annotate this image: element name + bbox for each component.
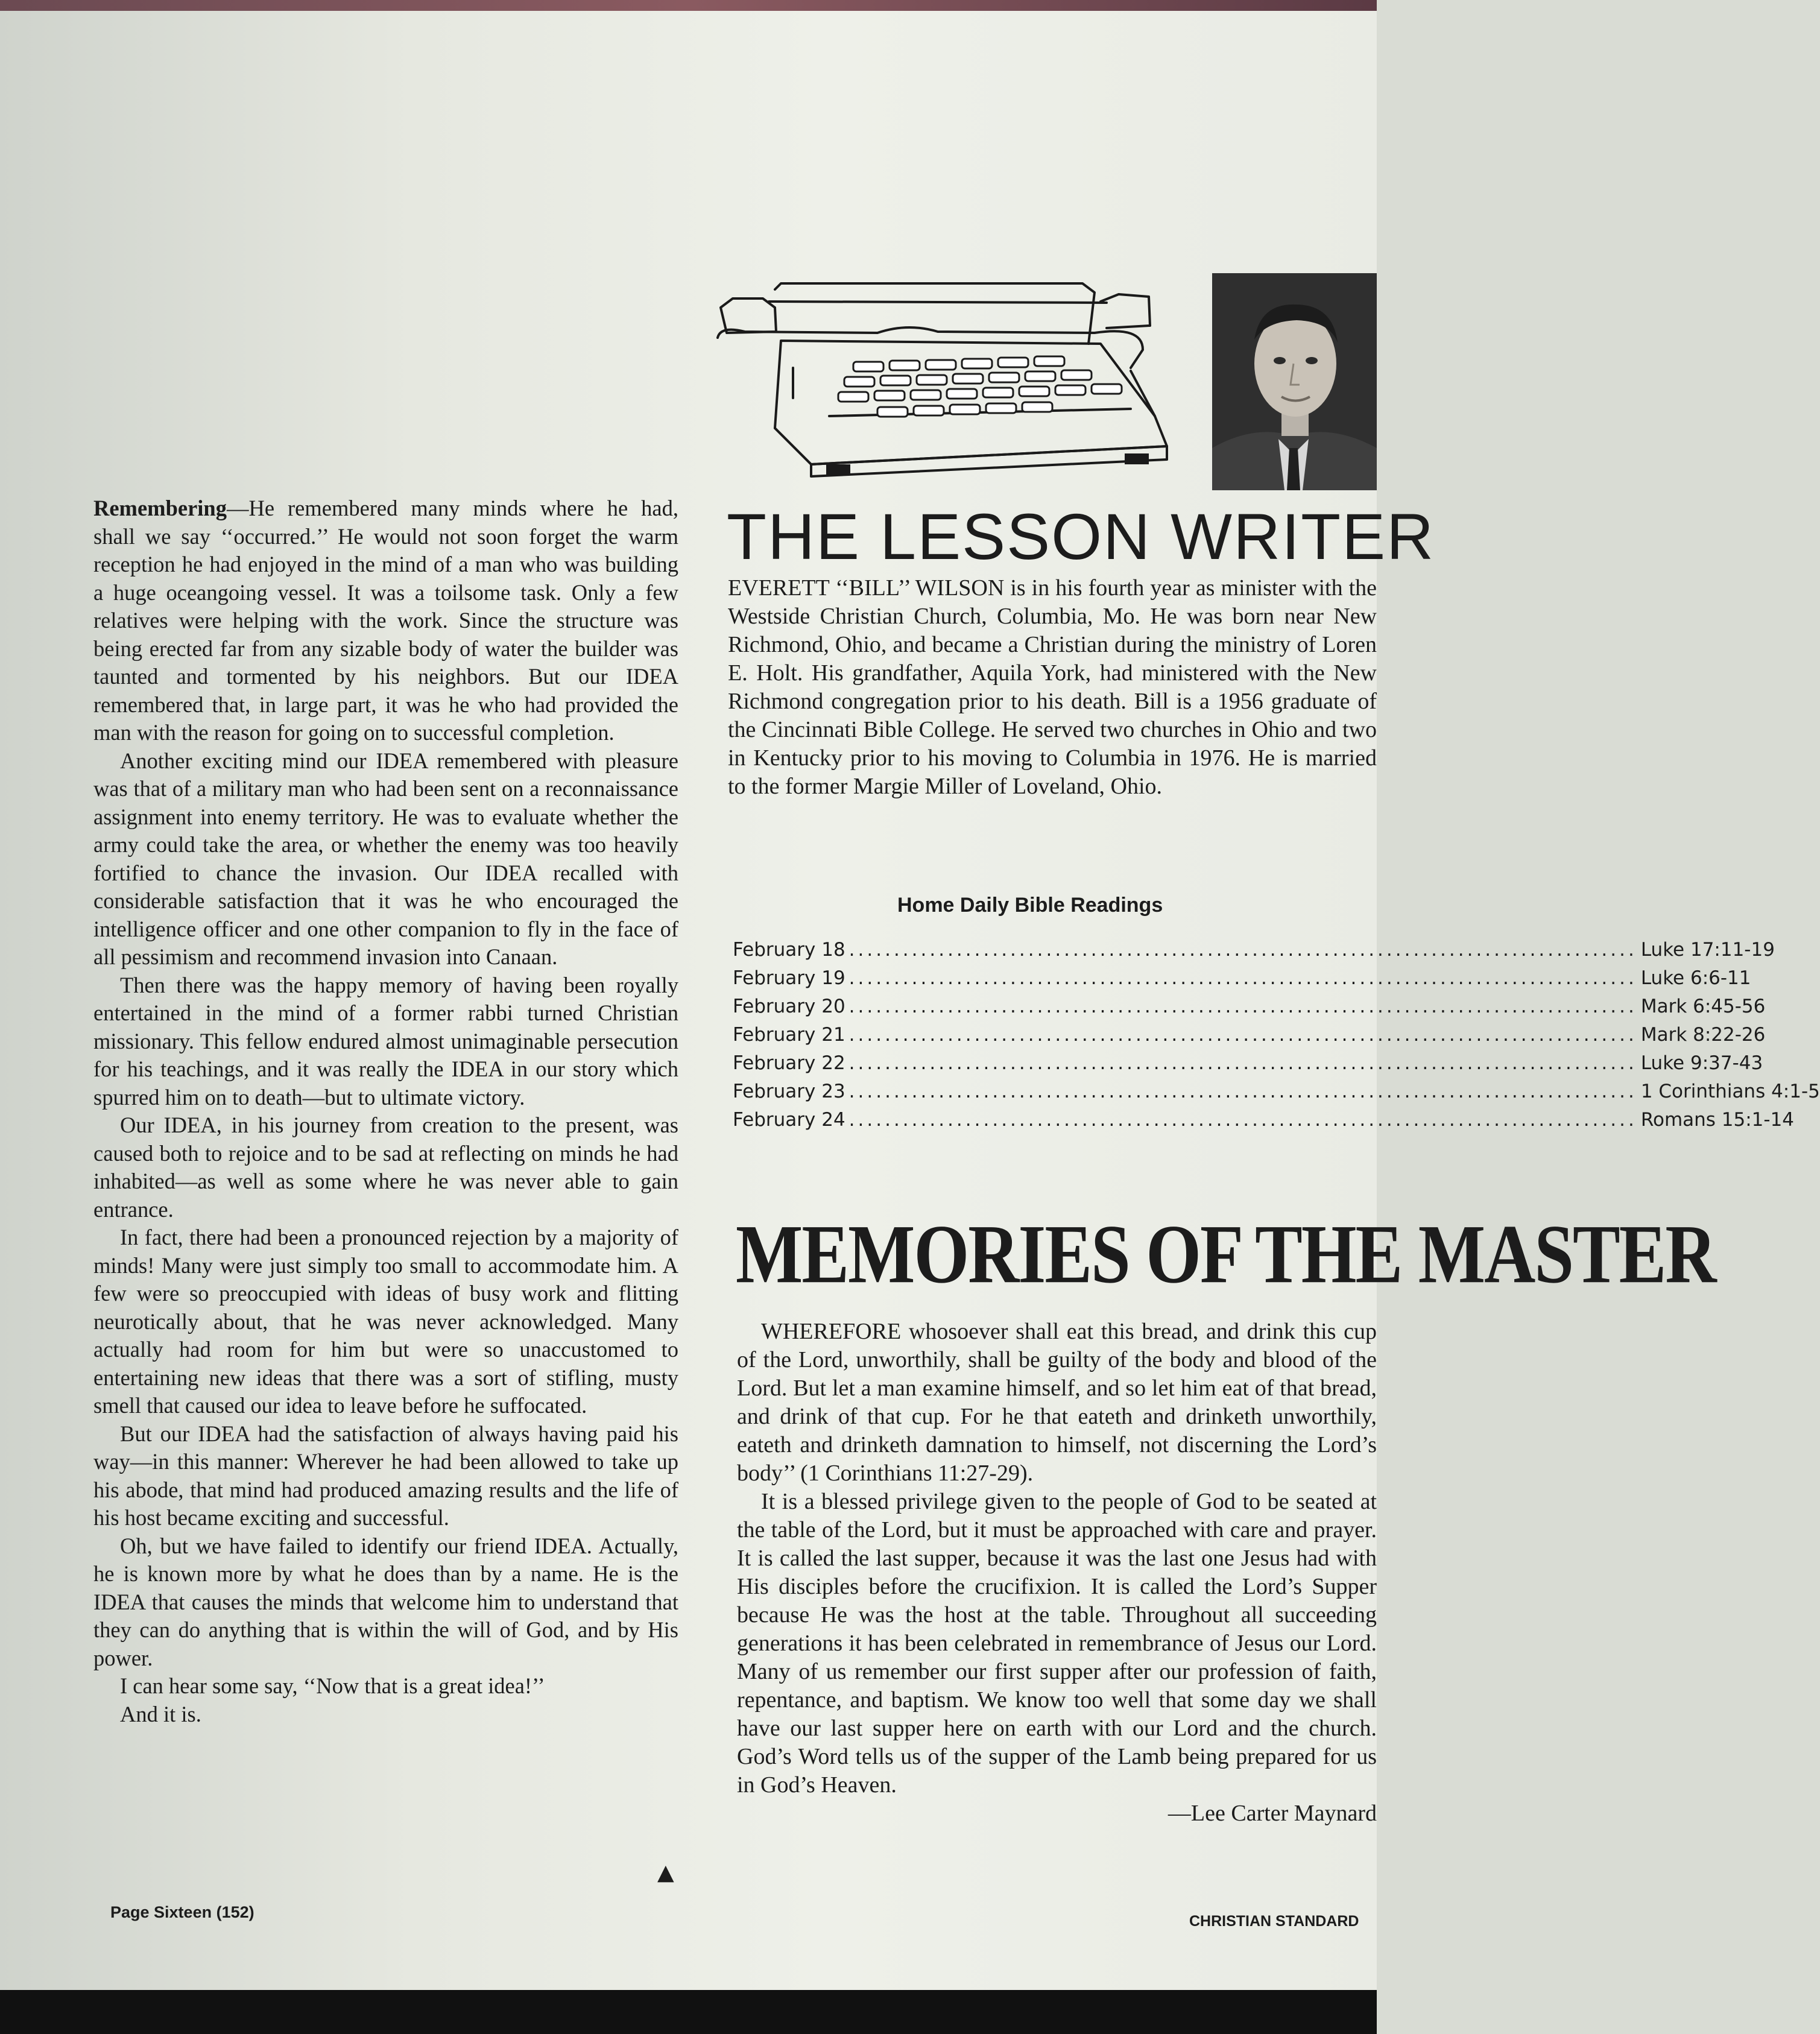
leader-dots: ........................................................................................ [848,1024,1637,1046]
leader-dots: ........................................................................................ [848,1052,1637,1074]
article-paragraph: Another exciting mind our IDEA remembered with pleasure was that of a military man who had been sent on a reconnaissance assignment into enemy territory. He was to evaluate whether the army could take the area, or whether the enemy was too heavily fortified to chance the invasion. Our IDEA recalled with considerable satisfaction that it was he who encouraged the intelligence officer and one other companion to fly in the face of all pessimism and recommend invasion into Canaan. [93,748,678,969]
paragraph-text: —He remembered many minds where he had, shall we say ‘‘occurred.’’ He would not soon forget the warm reception he had enjoyed in the mind of a man who was building a huge oceangoing vessel. It was a toilsome task. Only a few relatives were helping with the work. Since the structure was being erected far from any sizable body of water the builder was taunted and tormented by his neighbors. But our IDEA remembered that, in large part, it was he who had provided the man with the reason for going on to successful completion. [93,496,678,745]
memories-paragraph: WHEREFORE whosoever shall eat this bread, and drink this cup of the Lord, unworthily, shall be guilty of the body and blood of the Lord. But let a man examine himself, and so let him eat of that bread, and drink of that cup. For he that eateth and drinketh unworthily, eateth and drinketh damnation to himself, not discerning the Lord’s body’’ (1 Corinthians 11:27-29). [737,1319,1377,1486]
lead-word: Remembering [93,496,227,520]
author-portrait [1212,273,1377,490]
typewriter-illustration [709,265,1221,482]
reading-date: February 21 [733,1024,845,1046]
page-top-edge [0,0,1377,11]
page-bottom-edge [0,1990,1377,2034]
memories-paragraph: It is a blessed privilege given to the people of God to be seated at the table of the Lord, but it must be approached with care and prayer. It is called the last supper, because it was the last one Jesus had with His disciples before the crucifixion. It is called the Lord’s Supper because He was the host at the table. Throughout all succeeding generations it has been celebrated in remembrance of Jesus our Lord. Many of us remember our first supper after our profession of faith, repentance, and baptism. We know too well that some day we shall have our last supper here on earth with our Lord and the church. God’s Word tells us of the supper of the Lamb being prepared for us in God’s Heaven. [737,1489,1377,1798]
reading-reference: Mark 8:22-26 [1640,1024,1766,1046]
reading-row [733,1078,1820,1106]
reading-date: February 20 [733,996,845,1017]
idea-article-column [93,494,678,1728]
reading-row [733,936,1775,964]
leader-dots: ........................................................................................ [848,1081,1637,1102]
article-paragraph: Then there was the happy memory of having been royally entertained in the mind of a former rabbi turned Christian missionary. This fellow endured almost unimaginable persecution for his teachings, and it was really the IDEA in our story which spurred him on to death—but to ultimate victory. [93,972,678,1110]
article-paragraph: But our IDEA had the satisfaction of always having paid his way—in this manner: Wherever he had been allowed to take up his abode, that mind had produced amazing results and the life of his host became exciting and successful. [93,1421,678,1530]
reading-row [733,1021,1766,1049]
reading-date: February 22 [733,1052,845,1074]
article-paragraph: In fact, there had been a pronounced rejection by a majority of minds! Many were just simply too small to accommodate him. A few were so preoccupied with ideas of busy work and flitting neurotically about, that he was never acknowledged. Many actually had room for him but were so unaccustomed to entertaining new ideas that there was a sort of stifling, musty smell that caused our idea to leave before he suffocated. [93,1225,678,1418]
lesson-writer-bio [728,574,1377,801]
reading-row [733,964,1751,993]
reading-reference: Luke 6:6-11 [1640,967,1751,989]
article-paragraph: Oh, but we have failed to identify our friend IDEA. Actually, he is known more by what he does than by a name. He is the IDEA that causes the minds that welcome him to understand that they can do anything that is within the will of God, and by His power. [93,1533,678,1670]
reading-reference: Romans 15:1-14 [1640,1109,1795,1131]
bible-readings-list [733,936,1820,1134]
reading-date: February 23 [733,1081,845,1102]
reading-date: February 18 [733,939,845,961]
lesson-writer-heading: THE LESSON WRITER [727,500,1435,573]
memories-article [737,1318,1377,1828]
memories-heading: MEMORIES OF THE MASTER [736,1207,1716,1301]
leader-dots: ........................................................................................ [848,996,1637,1017]
reading-date: February 24 [733,1109,845,1131]
reading-reference: Luke 17:11-19 [1640,939,1775,961]
article-paragraph [93,494,678,747]
readings-heading: Home Daily Bible Readings [897,894,1163,917]
author-photo [1212,273,1377,490]
publication-name: CHRISTIAN STANDARD [1189,1913,1359,1930]
page-number: Page Sixteen (152) [110,1903,254,1921]
bio-paragraph: EVERETT ‘‘BILL’’ WILSON is in his fourth year as minister with the Westside Christian Church, Columbia, Mo. He was born near New Richmond, Ohio, and became a Christian during the ministry of Loren E. Holt. His grandfather, Aquila York, had ministered with the New Richmond congregation prior to his death. Bill is a 1956 graduate of the Cincinnati Bible College. He served two churches in Ohio and two in Kentucky prior to his moving to Columbia in 1976. He is married to the former Margie Miller of Loveland, Ohio. [728,575,1377,799]
reading-reference: Mark 6:45-56 [1640,996,1766,1017]
article-paragraph: Our IDEA, in his journey from creation to the present, was caused both to rejoice and to be sad at reflecting on minds he had inhabited—as well as some where he was never able to gain entrance. [93,1113,678,1222]
reading-row [733,1106,1795,1134]
reading-row [733,993,1766,1021]
author-signature: —Lee Carter Maynard [1168,1801,1377,1826]
article-paragraph: I can hear some say, ‘‘Now that is a great idea!’’ [120,1673,545,1698]
end-of-article-mark: ▲ [657,1860,674,1885]
leader-dots: ........................................................................................ [848,1109,1637,1131]
reading-row [733,1049,1763,1078]
reading-reference: Luke 9:37-43 [1640,1052,1763,1074]
reading-date: February 19 [733,967,845,989]
reading-reference: 1 Corinthians 4:1-5 [1640,1081,1820,1102]
leader-dots: ........................................................................................ [848,939,1637,961]
leader-dots: ........................................................................................ [848,967,1637,989]
article-paragraph: And it is. [120,1701,201,1726]
